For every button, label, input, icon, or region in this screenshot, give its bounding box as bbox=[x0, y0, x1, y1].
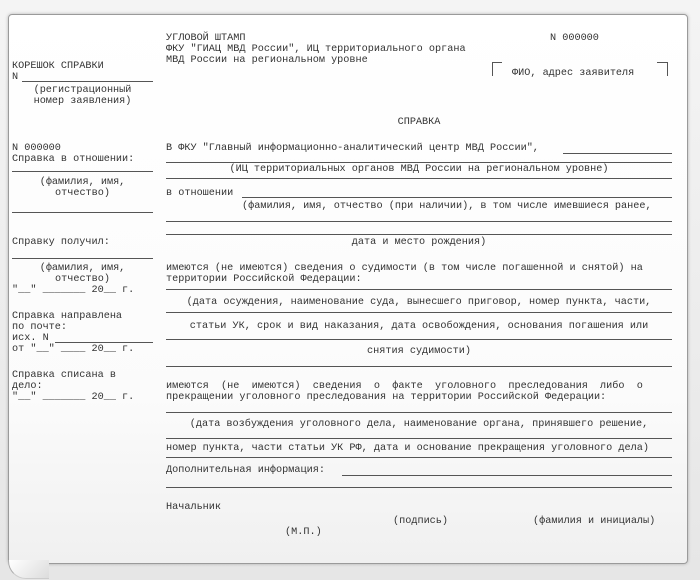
person-name-field-2[interactable] bbox=[166, 221, 672, 222]
regarding-label: в отношении bbox=[166, 188, 234, 199]
stub-reg-number-field[interactable] bbox=[22, 81, 153, 82]
page-curl bbox=[8, 560, 49, 579]
header-org-line-1: ФКУ "ГИАЦ МВД России", ИЦ территориального органа bbox=[166, 44, 466, 55]
birth-field[interactable] bbox=[166, 234, 672, 235]
prosecution-hint-1: (дата возбуждения уголовного дела, наименование органа, принявшего решение, bbox=[189, 419, 649, 430]
person-name-field[interactable] bbox=[242, 197, 672, 198]
additional-info-field[interactable] bbox=[342, 475, 672, 476]
header-org-line-2: МВД России на региональном уровне bbox=[166, 55, 368, 66]
applicant-corner-right-top bbox=[657, 62, 667, 63]
conviction-hint-2: статьи УК, срок и вид наказания, дата освобождения, основания погашения или bbox=[189, 321, 649, 332]
stub-regarding-field-2[interactable] bbox=[12, 212, 153, 213]
stub-received-date: "__" _______ 20__ г. bbox=[12, 285, 135, 296]
stub-sent-date: от "__" ____ 20__ г. bbox=[12, 344, 135, 355]
stub-regarding-label: Справка в отношении: bbox=[12, 154, 135, 165]
intro-fill-field[interactable] bbox=[563, 153, 672, 154]
fio-hint: (фамилия, имя, отчество (при наличии), в том числе имевшиеся ранее, bbox=[242, 201, 652, 212]
additional-info-field-2[interactable] bbox=[166, 487, 672, 488]
conviction-field-1[interactable] bbox=[166, 289, 672, 290]
prosecution-hint-2: номер пункта, части статьи УК РФ, дата и основание прекращения уголовного дела) bbox=[166, 443, 649, 454]
conviction-text-1: имеются (не имеются) сведения о судимости (в том числе погашенной и снятой) на bbox=[166, 263, 643, 274]
ic-hint: (ИЦ территориальных органов МВД России на региональном уровне) bbox=[229, 164, 609, 175]
prosecution-field-1[interactable] bbox=[166, 412, 672, 413]
stub-sent-3: исх. N bbox=[12, 333, 49, 344]
conviction-hint-1: (дата осуждения, наименование суда, вынесшего приговор, номер пункта, части, bbox=[186, 297, 652, 308]
stub-fio-hint-2: отчество) bbox=[54, 188, 111, 199]
chief-label: Начальник bbox=[166, 502, 222, 513]
stub-fio-hint-1: (фамилия, имя, bbox=[39, 177, 126, 188]
stub-filed-2: дело: bbox=[12, 381, 43, 392]
conviction-hint-3: снятия судимости) bbox=[367, 346, 471, 357]
stub-sent-2: по почте: bbox=[12, 322, 68, 333]
ic-field[interactable] bbox=[166, 162, 672, 163]
stub-regarding-field[interactable] bbox=[12, 171, 153, 172]
prosecution-text-2: прекращении уголовного преследования на территории Российской Федерации: bbox=[166, 392, 607, 403]
applicant-corner-right bbox=[667, 62, 668, 76]
name-initials-hint: (фамилия и инициалы) bbox=[533, 516, 656, 527]
stub-fio2-hint-2: отчество) bbox=[54, 274, 111, 285]
applicant-label: ФИО, адрес заявителя bbox=[512, 68, 635, 79]
signature-hint: (подпись) bbox=[393, 516, 449, 527]
stub-title: КОРЕШОК СПРАВКИ bbox=[12, 61, 104, 72]
prosecution-text-1: имеются (не имеются) сведения о факте уголовного преследования либо о bbox=[166, 381, 643, 392]
applicant-corner-left bbox=[492, 62, 493, 76]
stub-fio2-hint-1: (фамилия, имя, bbox=[39, 263, 126, 274]
intro-text: В ФКУ "Главный информационно-аналитический центр МВД России", bbox=[166, 143, 539, 154]
stub-doc-number: N 000000 bbox=[12, 143, 61, 154]
applicant-corner-left-top bbox=[492, 62, 502, 63]
conviction-field-4[interactable] bbox=[166, 366, 672, 367]
prosecution-field-2[interactable] bbox=[166, 438, 672, 439]
stub-sent-1: Справка направлена bbox=[12, 311, 123, 322]
field-separator-1 bbox=[166, 178, 672, 179]
stub-reg-hint-2: номер заявления) bbox=[33, 96, 132, 107]
stub-filed-date: "__" _______ 20__ г. bbox=[12, 392, 135, 403]
stub-received-field[interactable] bbox=[12, 258, 153, 259]
header-doc-number: N 000000 bbox=[550, 33, 599, 44]
stub-received-label: Справку получил: bbox=[12, 237, 110, 248]
conviction-text-2: территории Российской Федерации: bbox=[166, 274, 362, 285]
stub-number-label: N bbox=[12, 72, 19, 83]
additional-info-label: Дополнительная информация: bbox=[166, 465, 325, 476]
conviction-field-2[interactable] bbox=[166, 312, 672, 313]
prosecution-field-3[interactable] bbox=[166, 457, 672, 458]
stub-filed-1: Справка списана в bbox=[12, 370, 116, 381]
conviction-field-3[interactable] bbox=[166, 339, 672, 340]
document-title: СПРАВКА bbox=[397, 117, 441, 128]
seal-placeholder: (М.П.) bbox=[285, 527, 322, 538]
stub-outgoing-number-field[interactable] bbox=[55, 342, 153, 343]
stub-reg-hint-1: (регистрационный bbox=[33, 85, 132, 96]
corner-stamp-label: УГЛОВОЙ ШТАМП bbox=[166, 33, 246, 44]
birth-hint: дата и место рождения) bbox=[351, 237, 487, 248]
